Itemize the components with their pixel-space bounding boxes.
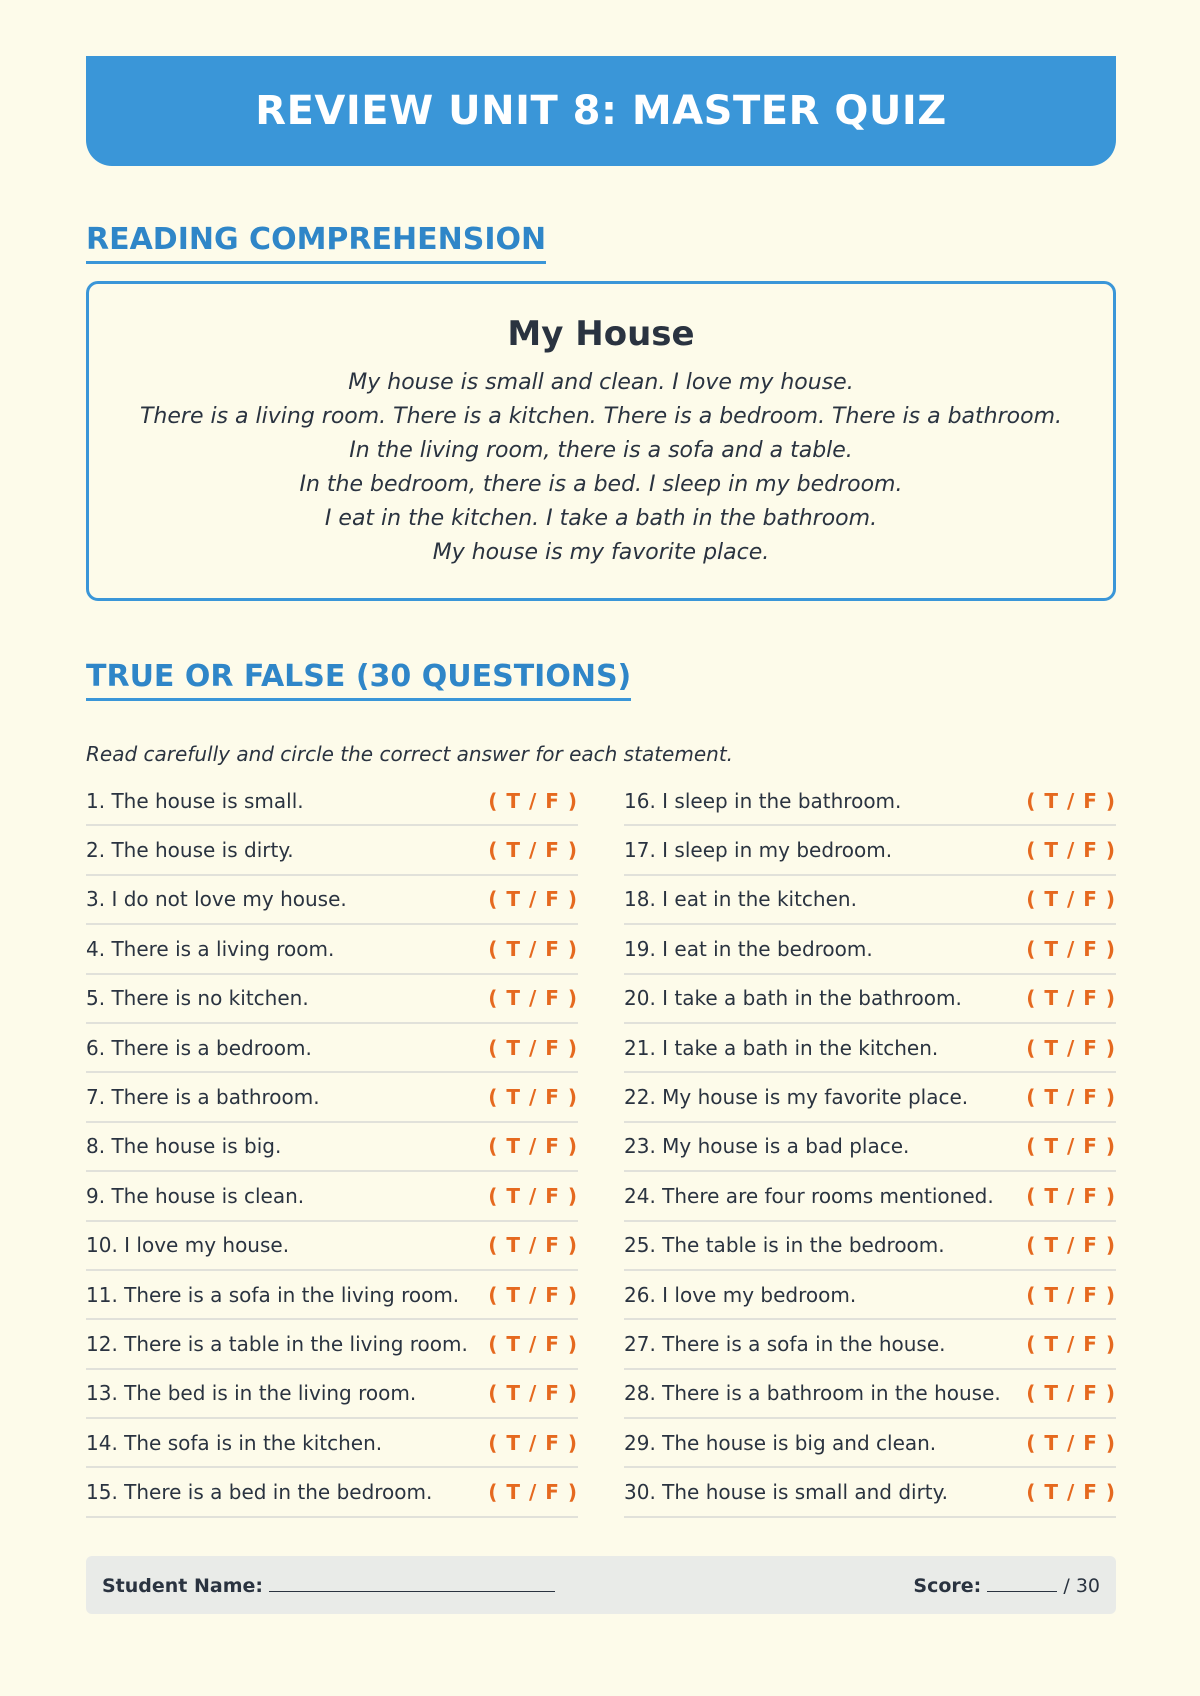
question-row xyxy=(624,876,1116,925)
true-false-choice[interactable]: ( T / F ) xyxy=(488,1035,578,1060)
question-text: 9. The house is clean. xyxy=(86,1183,305,1208)
student-name-label: Student Name: xyxy=(102,1574,264,1597)
true-false-choice[interactable]: ( T / F ) xyxy=(488,887,578,912)
question-row xyxy=(624,1172,1116,1221)
question-text: 24. There are four rooms mentioned. xyxy=(624,1183,994,1208)
true-false-choice[interactable]: ( T / F ) xyxy=(1026,1233,1116,1258)
student-name-blank[interactable] xyxy=(269,1574,555,1592)
true-false-choice[interactable]: ( T / F ) xyxy=(1026,1480,1116,1505)
question-text: 5. There is no kitchen. xyxy=(86,986,309,1011)
question-text: 13. The bed is in the living room. xyxy=(86,1381,417,1406)
question-row xyxy=(86,1172,578,1221)
true-false-choice[interactable]: ( T / F ) xyxy=(488,1381,578,1406)
true-false-choice[interactable]: ( T / F ) xyxy=(488,1282,578,1307)
question-row xyxy=(86,777,578,826)
question-row xyxy=(624,975,1116,1024)
question-text: 30. The house is small and dirty. xyxy=(624,1480,948,1505)
true-false-choice[interactable]: ( T / F ) xyxy=(488,1480,578,1505)
question-row xyxy=(624,1271,1116,1320)
question-row xyxy=(624,1073,1116,1122)
true-false-choice[interactable]: ( T / F ) xyxy=(1026,1134,1116,1159)
true-false-choice[interactable]: ( T / F ) xyxy=(1026,1331,1116,1356)
story-title: My House xyxy=(507,314,695,354)
story-line: I eat in the kitchen. I take a bath in the bathroom. xyxy=(324,506,878,531)
story-line: My house is small and clean. I love my house. xyxy=(348,370,854,395)
title-banner xyxy=(86,56,1116,166)
story-line: There is a living room. There is a kitchen. There is a bedroom. There is a bathroom. xyxy=(139,404,1062,429)
question-row xyxy=(86,1419,578,1468)
page-title: REVIEW UNIT 8: MASTER QUIZ xyxy=(255,88,947,134)
true-false-choice[interactable]: ( T / F ) xyxy=(488,936,578,961)
true-false-choice[interactable]: ( T / F ) xyxy=(488,1183,578,1208)
question-row xyxy=(86,1320,578,1369)
true-false-choice[interactable]: ( T / F ) xyxy=(488,838,578,863)
true-false-choice[interactable]: ( T / F ) xyxy=(488,986,578,1011)
score-field[interactable] xyxy=(913,1574,1100,1597)
question-row xyxy=(624,1370,1116,1419)
question-text: 20. I take a bath in the bathroom. xyxy=(624,986,962,1011)
question-text: 1. The house is small. xyxy=(86,788,304,813)
story-box xyxy=(86,281,1116,601)
question-row xyxy=(624,826,1116,875)
question-text: 7. There is a bathroom. xyxy=(86,1085,320,1110)
question-text: 6. There is a bedroom. xyxy=(86,1035,312,1060)
question-text: 11. There is a sofa in the living room. xyxy=(86,1282,460,1307)
true-false-choice[interactable]: ( T / F ) xyxy=(488,788,578,813)
score-blank[interactable] xyxy=(987,1574,1057,1592)
score-label: Score: xyxy=(913,1574,982,1597)
question-text: 15. There is a bed in the bedroom. xyxy=(86,1480,433,1505)
true-false-choice[interactable]: ( T / F ) xyxy=(488,1331,578,1356)
question-text: 3. I do not love my house. xyxy=(86,887,347,912)
question-row xyxy=(624,925,1116,974)
question-row xyxy=(86,826,578,875)
true-false-choice[interactable]: ( T / F ) xyxy=(1026,887,1116,912)
question-text: 29. The house is big and clean. xyxy=(624,1430,937,1455)
question-text: 10. I love my house. xyxy=(86,1233,290,1258)
question-row xyxy=(624,1024,1116,1073)
question-text: 28. There is a bathroom in the house. xyxy=(624,1381,1001,1406)
true-false-choice[interactable]: ( T / F ) xyxy=(488,1430,578,1455)
true-false-choice[interactable]: ( T / F ) xyxy=(1026,986,1116,1011)
instruction-text: Read carefully and circle the correct answer for each statement. xyxy=(86,742,734,766)
question-text: 4. There is a living room. xyxy=(86,936,335,961)
score-total: / 30 xyxy=(1063,1574,1100,1597)
true-false-choice[interactable]: ( T / F ) xyxy=(488,1085,578,1110)
question-row xyxy=(86,876,578,925)
question-row xyxy=(624,777,1116,826)
question-row xyxy=(624,1222,1116,1271)
question-text: 14. The sofa is in the kitchen. xyxy=(86,1430,383,1455)
story-line: In the bedroom, there is a bed. I sleep in my bedroom. xyxy=(299,472,903,497)
reading-section-heading: READING COMPREHENSION xyxy=(86,222,546,264)
question-text: 2. The house is dirty. xyxy=(86,838,294,863)
true-false-choice[interactable]: ( T / F ) xyxy=(1026,838,1116,863)
question-row xyxy=(86,1222,578,1271)
student-name-field[interactable] xyxy=(102,1574,555,1597)
question-row xyxy=(86,1123,578,1172)
question-row xyxy=(86,925,578,974)
question-text: 18. I eat in the kitchen. xyxy=(624,887,857,912)
story-line: My house is my favorite place. xyxy=(432,540,770,565)
true-false-choice[interactable]: ( T / F ) xyxy=(1026,1183,1116,1208)
question-row xyxy=(86,975,578,1024)
true-false-choice[interactable]: ( T / F ) xyxy=(1026,1381,1116,1406)
footer-bar xyxy=(86,1556,1116,1614)
question-text: 16. I sleep in the bathroom. xyxy=(624,788,902,813)
question-row xyxy=(86,1468,578,1517)
question-column-right xyxy=(624,777,1116,1518)
true-false-choice[interactable]: ( T / F ) xyxy=(488,1233,578,1258)
question-row xyxy=(624,1320,1116,1369)
question-row xyxy=(624,1419,1116,1468)
question-text: 25. The table is in the bedroom. xyxy=(624,1233,945,1258)
question-columns xyxy=(86,777,1116,1518)
question-row xyxy=(86,1271,578,1320)
question-column-left xyxy=(86,777,578,1518)
true-false-choice[interactable]: ( T / F ) xyxy=(1026,1282,1116,1307)
question-row xyxy=(86,1370,578,1419)
true-false-section-heading: TRUE OR FALSE (30 QUESTIONS) xyxy=(86,659,631,701)
question-text: 27. There is a sofa in the house. xyxy=(624,1331,946,1356)
question-row xyxy=(86,1024,578,1073)
question-text: 12. There is a table in the living room. xyxy=(86,1331,468,1356)
question-row xyxy=(86,1073,578,1122)
question-row xyxy=(624,1468,1116,1517)
question-text: 17. I sleep in my bedroom. xyxy=(624,838,893,863)
question-text: 19. I eat in the bedroom. xyxy=(624,936,873,961)
true-false-choice[interactable]: ( T / F ) xyxy=(1026,936,1116,961)
question-row xyxy=(624,1123,1116,1172)
true-false-choice[interactable]: ( T / F ) xyxy=(1026,1085,1116,1110)
question-text: 8. The house is big. xyxy=(86,1134,282,1159)
true-false-choice[interactable]: ( T / F ) xyxy=(1026,1430,1116,1455)
true-false-choice[interactable]: ( T / F ) xyxy=(1026,788,1116,813)
true-false-choice[interactable]: ( T / F ) xyxy=(1026,1035,1116,1060)
question-text: 21. I take a bath in the kitchen. xyxy=(624,1035,939,1060)
question-text: 22. My house is my favorite place. xyxy=(624,1085,969,1110)
question-text: 23. My house is a bad place. xyxy=(624,1134,910,1159)
question-text: 26. I love my bedroom. xyxy=(624,1282,857,1307)
true-false-choice[interactable]: ( T / F ) xyxy=(488,1134,578,1159)
story-line: In the living room, there is a sofa and a table. xyxy=(349,438,853,463)
